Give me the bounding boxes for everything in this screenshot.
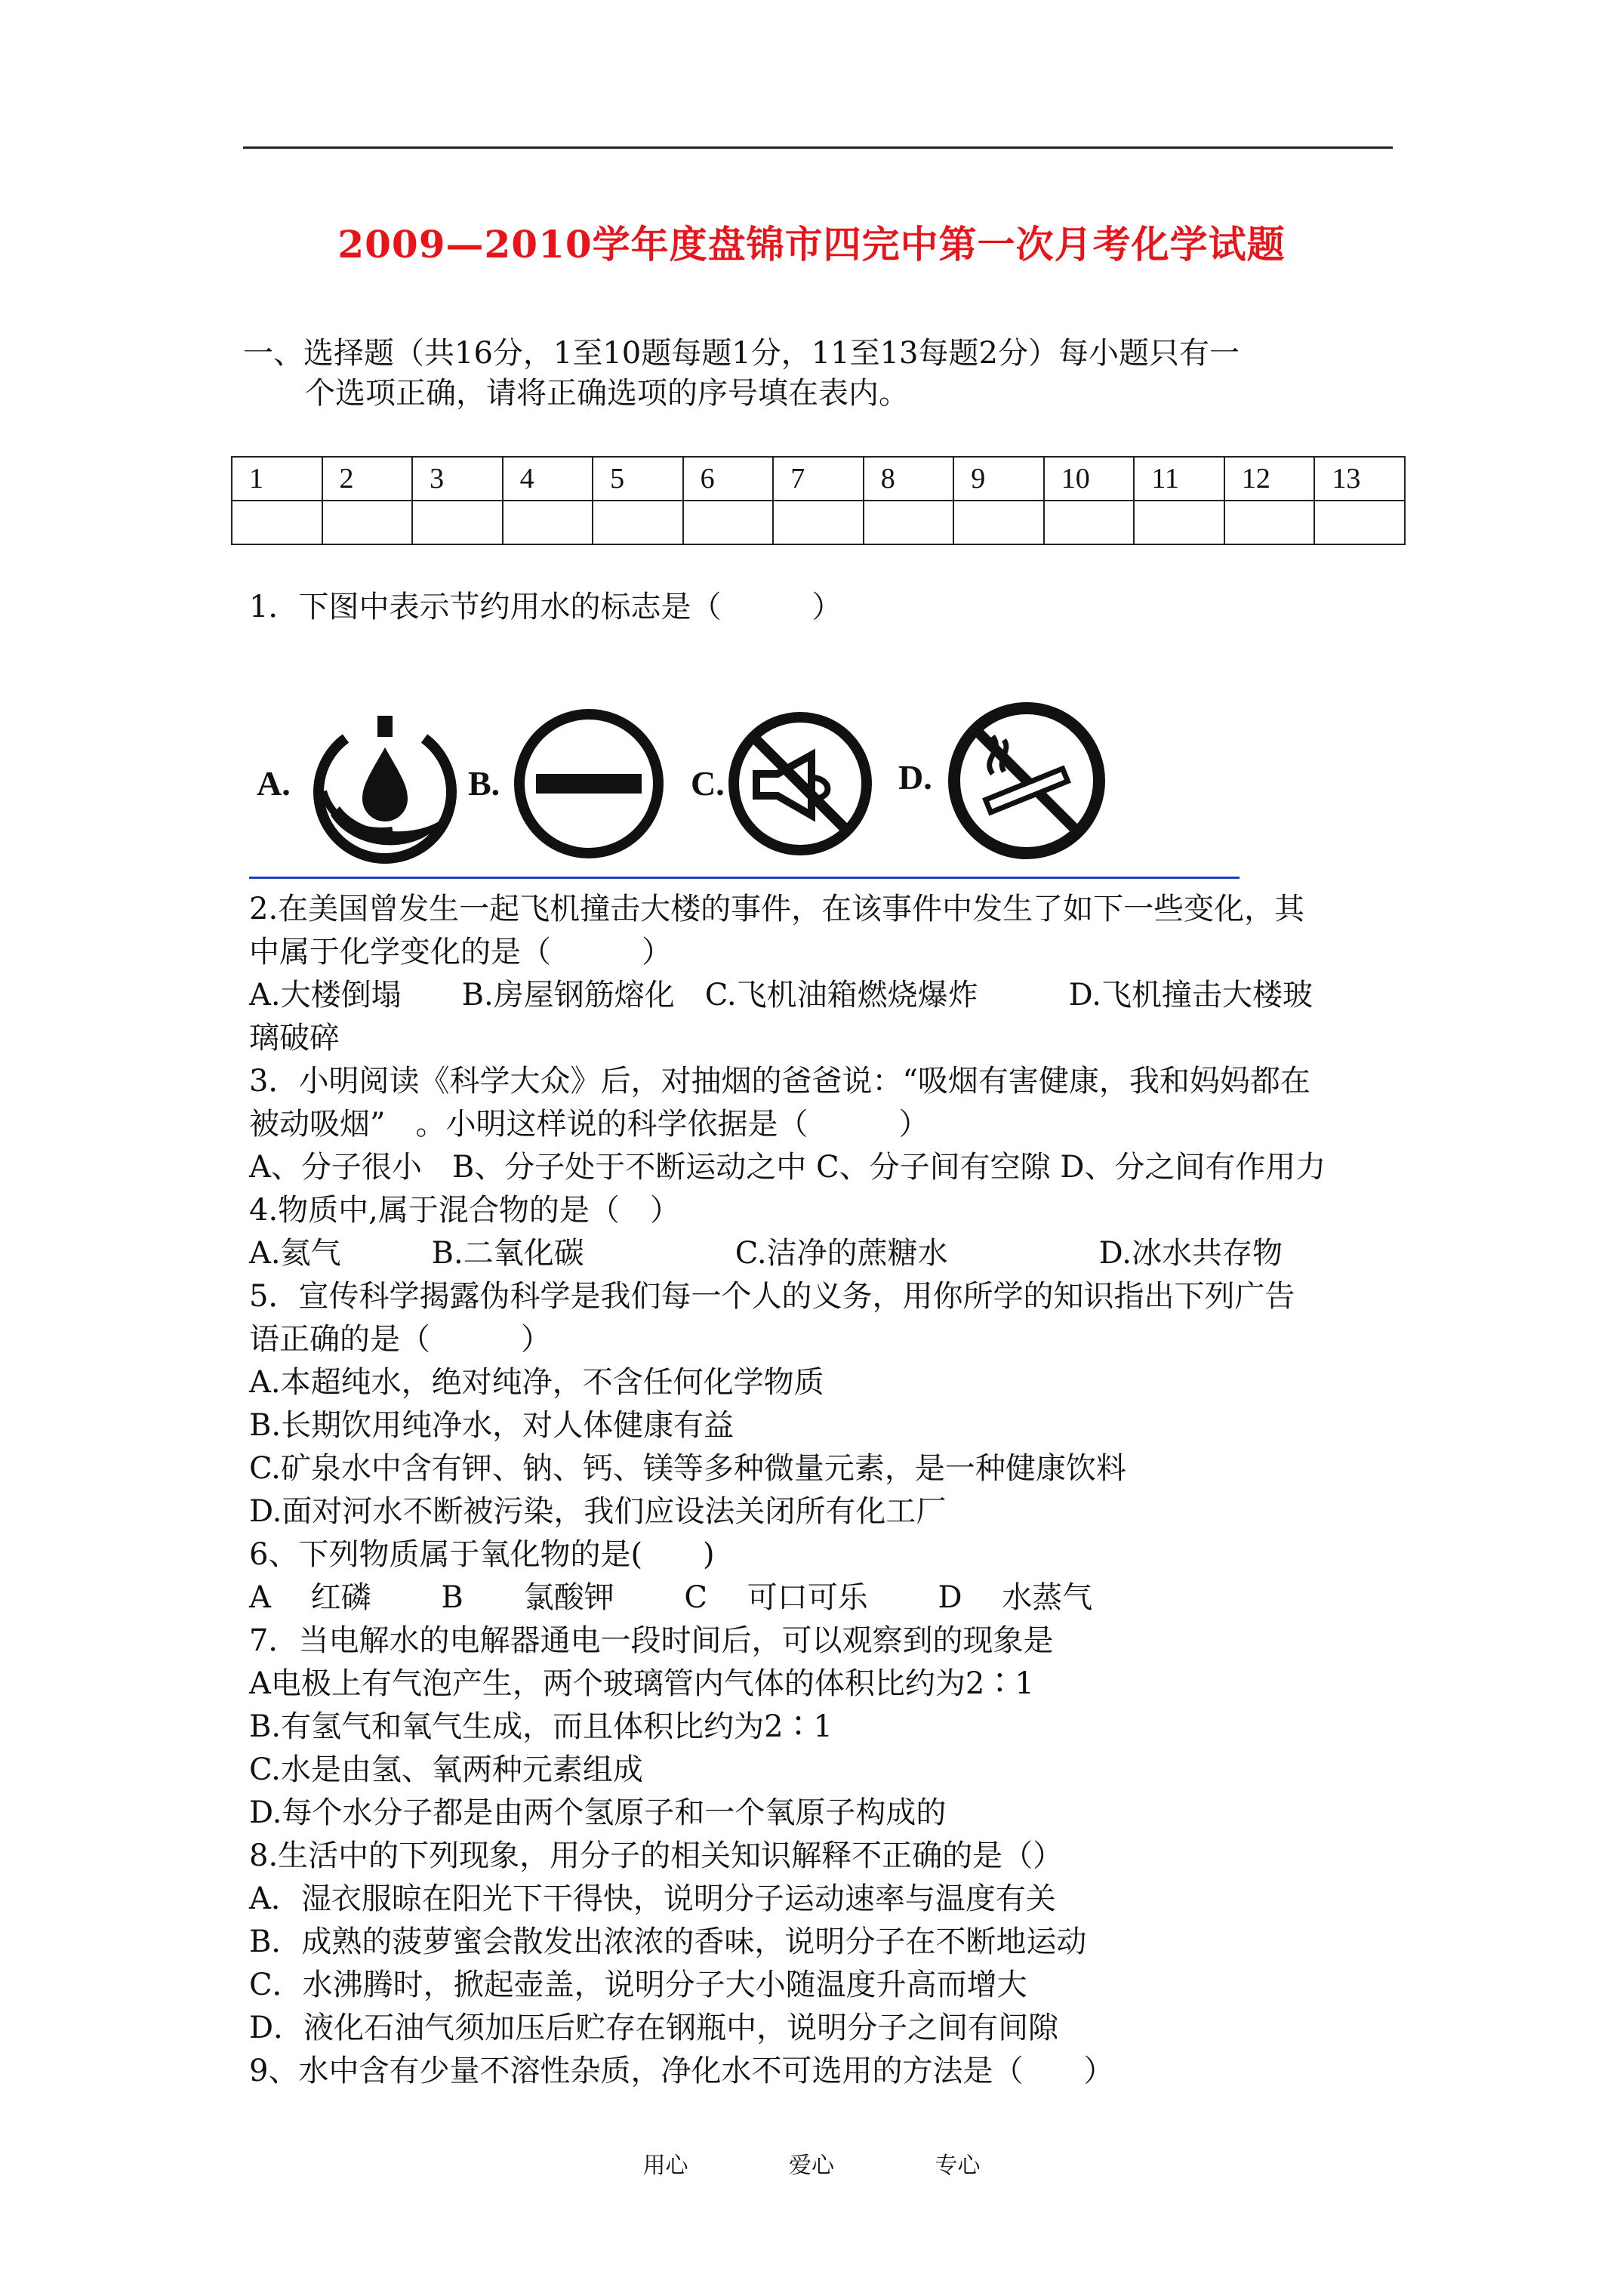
- answer-number: 8: [864, 457, 954, 501]
- answer-cell[interactable]: [953, 501, 1044, 544]
- answer-table-header-row: [232, 457, 1405, 501]
- answer-cell[interactable]: [503, 501, 593, 544]
- answer-cell[interactable]: [773, 501, 864, 544]
- question-line: A．湿衣服晾在阳光下干得快，说明分子运动速率与温度有关: [249, 1881, 1056, 1916]
- answer-cell[interactable]: [683, 501, 774, 544]
- question-line: A.大楼倒塌 B.房屋钢筋熔化 C.飞机油箱燃烧爆炸 D.飞机撞击大楼玻: [249, 978, 1313, 1012]
- question-line: 6、下列物质属于氧化物的是( ): [249, 1537, 715, 1572]
- answer-cell[interactable]: [1044, 501, 1135, 544]
- question-line: 5．宣传科学揭露伪科学是我们每一个人的义务，用你所学的知识指出下列广告: [249, 1279, 1295, 1314]
- question-line: D．液化石油气须加压后贮存在钢瓶中，说明分子之间有间隙: [249, 2011, 1059, 2045]
- question-line: 语正确的是（ ）: [249, 1322, 551, 1357]
- section-instructions-line1: 一、选择题（共16分，1至10题每题1分，11至13每题2分）每小题只有一: [243, 336, 1240, 371]
- answer-cell[interactable]: [593, 501, 683, 544]
- answer-table-blank-row: [232, 501, 1405, 544]
- page-footer: [0, 2147, 1623, 2180]
- question-line: 2.在美国曾发生一起飞机撞击大楼的事件，在该事件中发生了如下一些变化，其: [249, 892, 1305, 926]
- answer-table: [231, 456, 1406, 545]
- option-a-label: A.: [257, 764, 291, 803]
- water-symbols-figure: [249, 702, 1117, 868]
- answer-number: 13: [1314, 457, 1405, 501]
- figure-divider: [249, 877, 1240, 879]
- section-instructions-line2: 个选项正确，请将正确选项的序号填在表内。: [305, 376, 909, 411]
- question-line: 3．小明阅读《科学大众》后，对抽烟的爸爸说：“吸烟有害健康，我和妈妈都在: [249, 1064, 1310, 1099]
- question-line: 被动吸烟” 。小明这样说的科学依据是（ ）: [249, 1107, 929, 1142]
- question-line: 璃破碎: [249, 1021, 340, 1056]
- question-line: A 红磷 B 氯酸钾 C 可口可乐 D 水蒸气: [249, 1580, 1093, 1615]
- answer-number: 10: [1044, 457, 1135, 501]
- question-line: B．成熟的菠萝蜜会散发出浓浓的香味，说明分子在不断地运动: [249, 1925, 1087, 1959]
- footer-word: 用心: [642, 2153, 688, 2179]
- option-c-label: C.: [691, 764, 725, 803]
- no-entry-icon: [519, 714, 658, 853]
- question-line: A.氦气 B.二氧化碳 C.洁净的蔗糖水 D.冰水共存物: [249, 1236, 1283, 1271]
- answer-number: 3: [412, 457, 503, 501]
- answer-number: 6: [683, 457, 774, 501]
- page-title: 2009—2010学年度盘锦市四完中第一次月考化学试题: [337, 222, 1286, 267]
- answer-cell[interactable]: [232, 501, 322, 544]
- footer-word: 专心: [935, 2153, 981, 2179]
- question-line: D.面对河水不断被污染，我们应设法关闭所有化工厂: [249, 1494, 947, 1529]
- answer-number: 1: [232, 457, 322, 501]
- answer-number: 4: [503, 457, 593, 501]
- answer-number: 2: [322, 457, 413, 501]
- question-line: C．水沸腾时，掀起壶盖，说明分子大小随温度升高而增大: [249, 1968, 1027, 2002]
- answer-cell[interactable]: [322, 501, 413, 544]
- question-line: C.水是由氢、氧两种元素组成: [249, 1752, 643, 1787]
- answer-number: 7: [773, 457, 864, 501]
- header-rule: [243, 146, 1393, 149]
- answer-number: 9: [953, 457, 1044, 501]
- answer-number: 12: [1224, 457, 1315, 501]
- question-line: A电极上有气泡产生，两个玻璃管内气体的体积比约为2∶1: [249, 1666, 1034, 1701]
- question-line: 中属于化学变化的是（ ）: [249, 935, 672, 969]
- question-line: B.长期饮用纯净水，对人体健康有益: [249, 1408, 735, 1443]
- answer-number: 5: [593, 457, 683, 501]
- question-line: A、分子很小 B、分子处于不断运动之中 C、分子间有空隙 D、分之间有作用力: [249, 1150, 1326, 1185]
- no-smoking-icon: [954, 708, 1099, 853]
- question-line: D.每个水分子都是由两个氢原子和一个氧原子构成的: [249, 1795, 947, 1830]
- option-d-label: D.: [898, 758, 932, 797]
- answer-cell[interactable]: [864, 501, 954, 544]
- question-line: B.有氢气和氧气生成，而且体积比约为2∶1: [249, 1709, 833, 1744]
- footer-word: 爱心: [789, 2153, 834, 2179]
- option-b-label: B.: [468, 764, 500, 803]
- no-horn-icon: [734, 717, 867, 850]
- question-line: C.矿泉水中含有钾、钠、钙、镁等多种微量元素，是一种健康饮料: [249, 1451, 1126, 1486]
- question-1-stem: 1．下图中表示节约用水的标志是（ ）: [249, 590, 842, 624]
- question-line: 7．当电解水的电解器通电一段时间后，可以观察到的现象是: [249, 1623, 1054, 1658]
- answer-cell[interactable]: [1134, 501, 1224, 544]
- answer-cell[interactable]: [1224, 501, 1315, 544]
- water-saving-icon: [319, 716, 451, 858]
- answer-cell[interactable]: [412, 501, 503, 544]
- question-line: 4.物质中,属于混合物的是（ ）: [249, 1193, 680, 1228]
- question-line: 9、水中含有少量不溶性杂质，净化水不可选用的方法是（ ）: [249, 2054, 1114, 2088]
- question-line: A.本超纯水，绝对纯净，不含任何化学物质: [249, 1365, 824, 1400]
- answer-number: 11: [1134, 457, 1224, 501]
- answer-cell[interactable]: [1314, 501, 1405, 544]
- question-line: 8.生活中的下列现象，用分子的相关知识解释不正确的是（）: [249, 1838, 1064, 1873]
